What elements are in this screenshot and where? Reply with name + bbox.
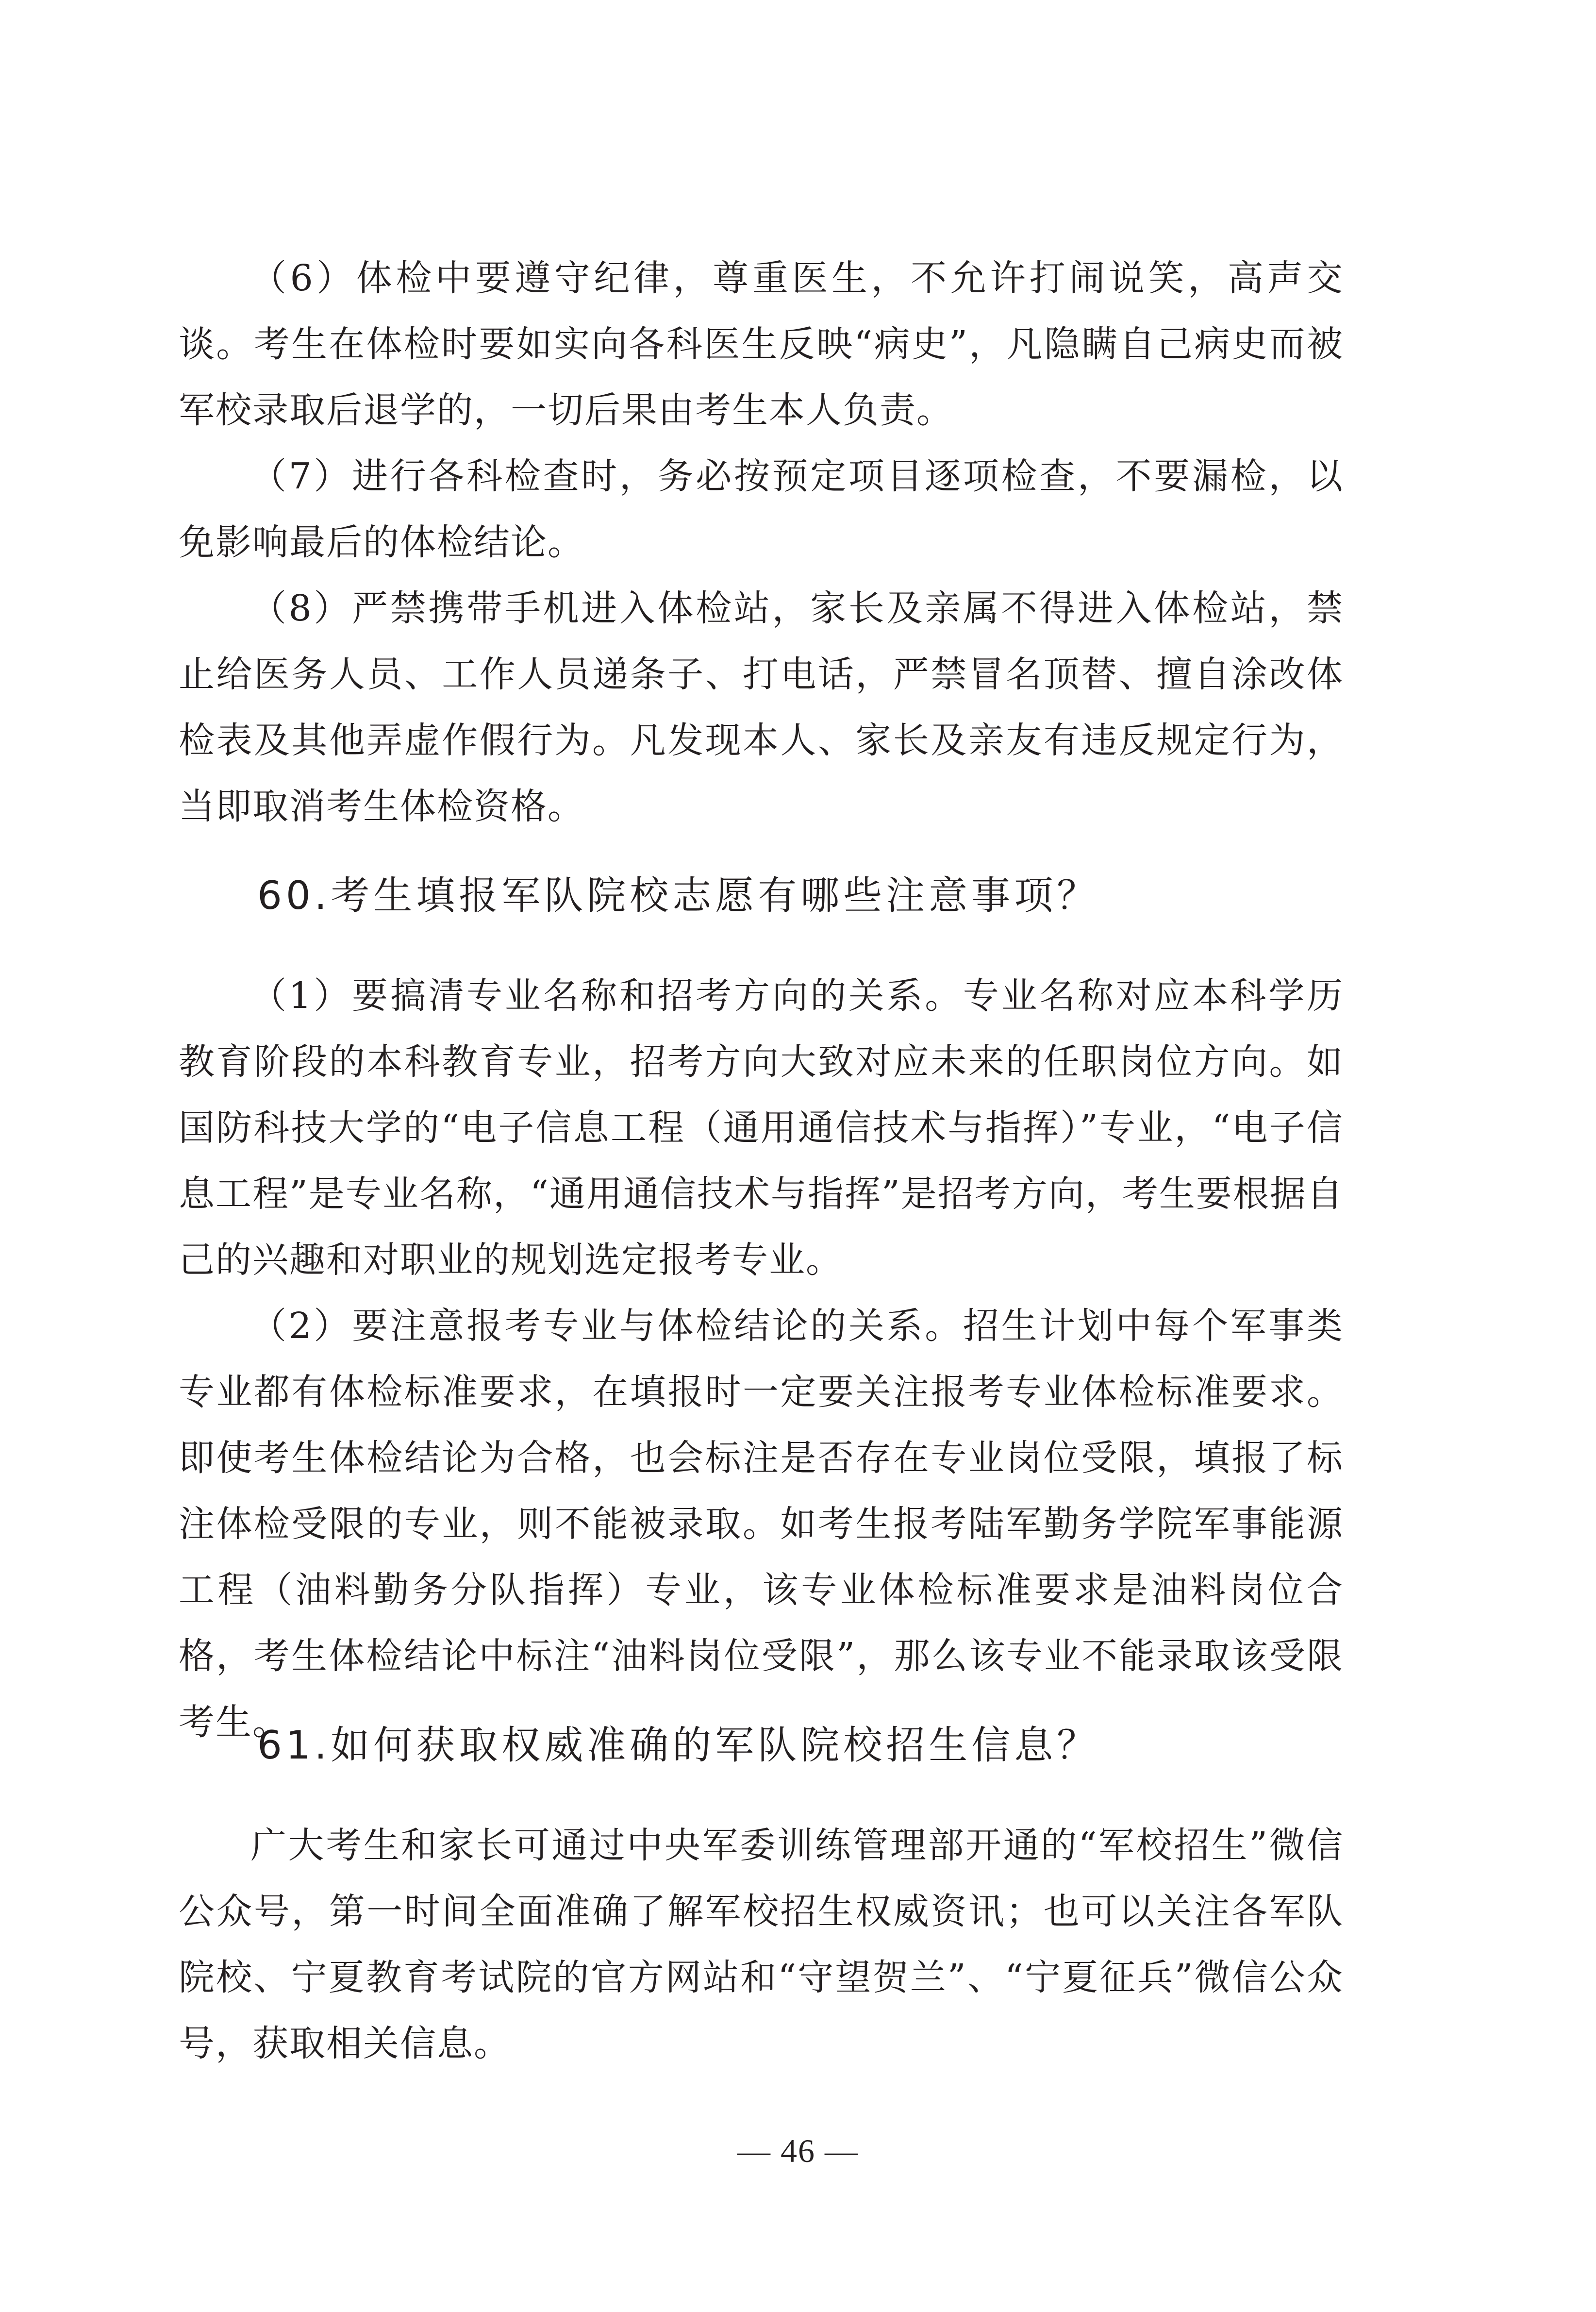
paragraph-item-8: （8）严禁携带手机进入体检站，家长及亲属不得进入体检站，禁止给医务人员、工作人员递条子、打电话，严禁冒名顶替、擅自涂改体检表及其他弄虚作假行为。凡发现本人、家长及亲友有违反规定行为，当即取消考生体检资格。 (179, 587, 1344, 827)
q61-paragraph-1: 广大考生和家长可通过中央军委训练管理部开通的“军校招生”微信公众号，第一时间全面准确了解军校招生权威资讯；也可以关注各军队院校、宁夏教育考试院的官方网站和“守望贺兰”、“宁夏征兵”微信公众号，获取相关信息。 (179, 1825, 1344, 2064)
question-60-heading: 60.考生填报军队院校志愿有哪些注意事项？ (257, 873, 1100, 918)
paragraph-item-7: （7）进行各科检查时，务必按预定项目逐项检查，不要漏检，以免影响最后的体检结论。 (179, 455, 1344, 563)
question-61-heading: 61.如何获取权威准确的军队院校招生信息？ (257, 1723, 1100, 1768)
paragraph-item-6: （6）体检中要遵守纪律，尊重医生，不允许打闹说笑，高声交谈。考生在体检时要如实向各科医生反映“病史”，凡隐瞒自己病史而被军校录取后退学的，一切后果由考生本人负责。 (179, 257, 1344, 431)
q60-paragraph-1: （1）要搞清专业名称和招考方向的关系。专业名称对应本科学历教育阶段的本科教育专业，招考方向大致对应未来的任职岗位方向。如国防科技大学的“电子信息工程（通用通信技术与指挥）”专业，“电子信息工程”是专业名称，“通用通信技术与指挥”是招考方向，考生要根据自己的兴趣和对职业的规划选定报考专业。 (179, 975, 1344, 1281)
page-number: — 46 — (737, 2132, 859, 2169)
q60-paragraph-2: （2）要注意报考专业与体检结论的关系。招生计划中每个军事类专业都有体检标准要求，在填报时一定要关注报考专业体检标准要求。即使考生体检结论为合格，也会标注是否存在专业岗位受限，填报了标注体检受限的专业，则不能被录取。如考生报考陆军勤务学院军事能源工程（油料勤务分队指挥）专业，该专业体检标准要求是油料岗位合格，考生体检结论中标注“油料岗位受限”，那么该专业不能录取该受限考生。 (179, 1305, 1344, 1743)
